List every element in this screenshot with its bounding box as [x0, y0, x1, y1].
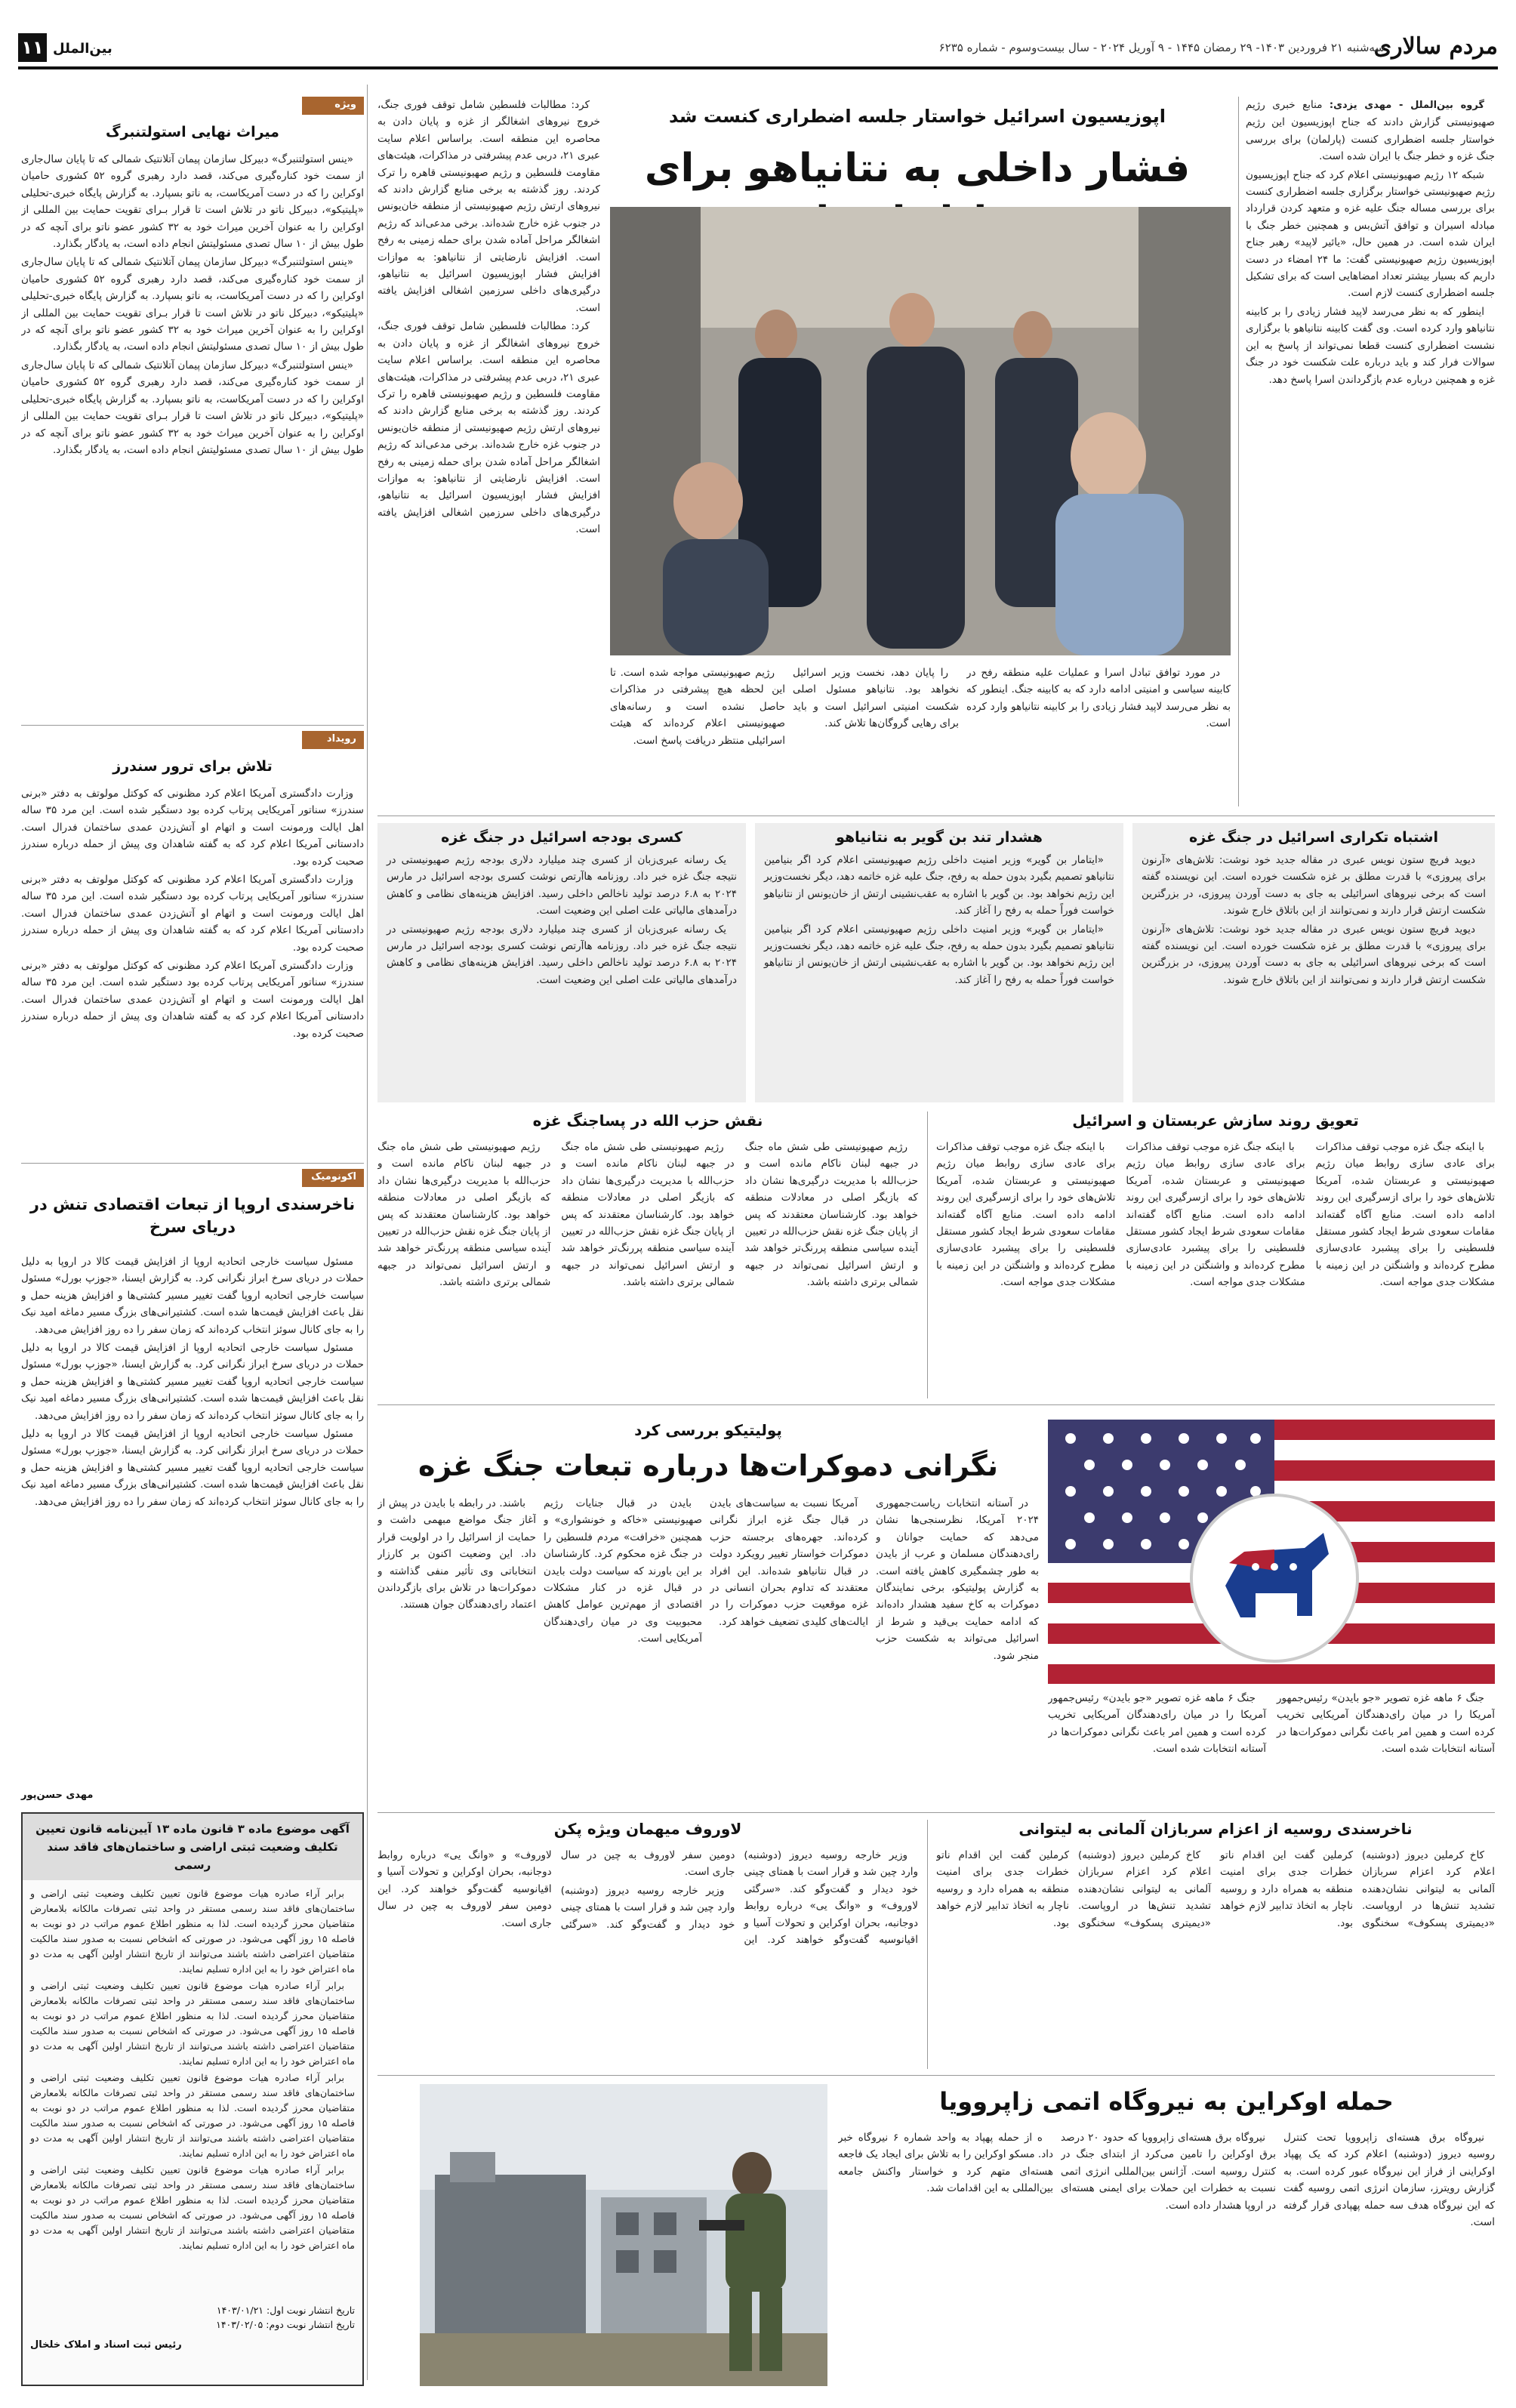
paragraph: «ایتامار بن گویر» وزیر امنیت داخلی رژیم صهیونیستی اعلام کرد اگر بنیامین نتانیاهو تصمیم بگیرد بدون حمله به رفح، جنگ علیه غزه خاتمه دهد، دیگر نخست‌وزیر این رژیم نخواهد بود. بن گویر با اشاره به عقب‌نشینی ارتش از خان‌یونس از نتانیاهو خواست فوراً حمله به رفح را آغاز کند. — [764, 854, 1114, 917]
paragraph: برابر آراء صادره هیات موضوع قانون تعیین تکلیف وضعیت ثبتی اراضی و ساختمان‌های فاقد سند رسمی مستقر در واحد ثبتی تصرفات مالکانه بلامعارض متقاضیان محرز گردیده است. لذا به منظور اطلاع عموم مراتب در دو نوبت به فاصله ۱۵ روز آگهی می‌شود. در صورتی که اشخاص نسبت به صدور سند مالکیت متقاضیان اعتراضی داشته باشند می‌توانند از تاریخ انتشار اولین آگهی به مدت دو ماه اعتراض خود را به این اداره تسلیم نمایند. — [30, 2164, 355, 2251]
paragraph: کرد: مطالبات فلسطین شامل توقف فوری جنگ، خروج نیروهای اشغالگر از غزه و پایان دادن به محاصره این منطقه است. براساس اعلام سایت عبری ۲۱، دربی عدم پیشرفتی در مذاکرات، هیئت‌های مقاومت فلسطین و رژیم صهیونیستی قاهره را ترک کردند. روز گذشته به برخی منابع گزارش دادند که نیروهای ارتش رژیم صهیونیستی از منطقه خان‌یونس در جنوب غزه خارج شده‌اند. برخی مدعی‌اند که رژیم اشغالگر مراحل آماده شدن برای حمله زمینی به رفح است. افزایش نارضایتی از نتانیاهو: به موازات افزایش فشار اپوزیسیون اسرائیل به نتانیاهو، درگیری‌های داخلی سرزمین اشغالی افزایش یافته است. — [377, 320, 600, 536]
paragraph: وزارت دادگستری آمریکا اعلام کرد مظنونی که کوکتل مولوتف به دفتر «برنی سندرز» سناتور آمریکایی پرتاب کرده بود دستگیر شده است. این مرد ۳۵ ساله اهل ایالت ورمونت است و اتهام او آتش‌زدن عمدی ساختمان فدرال است. دادستانی آمریکا اعلام کرد که به گفته شاهدان وی پیش از حمله درباره سندرز صحبت کرده بود. — [21, 788, 364, 868]
page-number: ۱۱ — [18, 33, 47, 62]
paper-name: مردم سالاری — [1373, 33, 1498, 60]
lead-bottom-column — [793, 664, 959, 806]
paragraph: رژیم صهیونیستی طی شش ماه جنگ در جبهه لبنان ناکام مانده است و حزب‌الله با مدیریت درگیری‌ها نشان داد که بازیگر اصلی در معادلات منطقه خواهد بود. کارشناسان معتقدند که پس از پایان جنگ غزه نقش حزب‌الله در تعیین آینده سیاسی منطقه پررنگ‌تر خواهد شد و ارتش اسرائیل نمی‌تواند در جبهه شمالی برتری داشته باشد. — [744, 1141, 918, 1289]
lead-right-column — [1246, 97, 1495, 806]
photo-caption — [1048, 1690, 1495, 1803]
story-column — [710, 1495, 868, 1797]
box-headline: اشتباه تکراری اسرائیل در جنگ غزه — [1189, 829, 1438, 846]
notice-body — [23, 1880, 362, 2303]
divider — [377, 1812, 1495, 1813]
side-article-body — [21, 1253, 364, 1782]
paragraph: با اینکه جنگ غزه موجب توقف مذاکرات برای عادی سازی روابط میان رژیم صهیونیستی و عربستان شده، آمریکا تلاش‌های خود را برای ازسرگیری این روند ادامه داده است. منابع آگاه گفته‌اند مقامات سعودی شرط ایجاد کشور مستقل فلسطینی را برای پیشبرد عادی‌سازی مطرح کرده‌اند و واشنگتن در این زمینه با مشکلات جدی مواجه است. — [1315, 1141, 1495, 1289]
paragraph: کرد: مطالبات فلسطین شامل توقف فوری جنگ، خروج نیروهای اشغالگر از غزه و پایان دادن به محاصره این منطقه است. براساس اعلام سایت عبری ۲۱، دربی عدم پیشرفتی در مذاکرات، هیئت‌های مقاومت فلسطین و رژیم صهیونیستی قاهره را ترک کردند. روز گذشته به برخی منابع گزارش دادند که نیروهای ارتش رژیم صهیونیستی از منطقه خان‌یونس در جنوب غزه خارج شده‌اند. برخی مدعی‌اند که رژیم اشغالگر مراحل آماده شدن برای حمله زمینی به رفح است. افزایش نارضایتی از نتانیاهو: به موازات افزایش فشار اپوزیسیون اسرائیل به نتانیاهو، درگیری‌های داخلی سرزمین اشغالی افزایش یافته است. — [377, 99, 600, 314]
date-line: سه‌شنبه ۲۱ فروردین ۱۴۰۳- ۲۹ رمضان ۱۴۴۵ - ۹ آوریل ۲۰۲۴ - سال بیست‌وسوم - شماره ۶۲۳۵ — [938, 41, 1385, 54]
lead-kicker: اپوزیسیون اسرائیل خواستار جلسه اضطراری کنست شد — [669, 106, 1166, 127]
paragraph: شبکه ۱۲ رژیم صهیونیستی اعلام کرد که جناح اپوزیسیون رژیم صهیونیستی خواستار برگزاری جلسه اضطراری کنست برای بررسی مساله جنگ علیه غزه و متعهد کردن قرارداد مبادله اسیران و توافق آتش‌بس و همچنین خطر جنگ با ایران شده است. در همین حال، «یائیر لاپید» رهبر جناح اپوزیسیون رژیم صهیونیستی گفت: ما ۲۴ امضاء در دست داریم که بسیار بیشتر تعداد امضاهایی است که برای تشکیل جلسه اضطراری کنست لازم است. — [1246, 168, 1495, 300]
news-box — [377, 823, 746, 1102]
paragraph: وزیر خارجه روسیه دیروز (دوشنبه) وارد چین شد و قرار است با همتای چینی خود دیدار و گفت‌وگو کند. «سرگئی لاوروف» و «وانگ یی» درباره روابط دوجانبه، بحران اوکراین و تحولات آسیا و اقیانوسیه گفت‌وگو خواهند کرد. این دومین سفر لاوروف به چین در سال جاری است. — [560, 1849, 918, 1947]
paragraph: آمریکا نسبت به سیاست‌های بایدن در قبال جنگ غزه ابراز نگرانی کرده‌اند. جهره‌های برجسته حزب دموکرات خواستار تغییر رویکرد دولت در قبال نتانیاهو شده‌اند. این افراد معتقدند که تداوم بحران انسانی در غزه موقعیت حزب دموکرات را در ایالت‌های کلیدی تضعیف خواهد کرد. — [710, 1497, 868, 1628]
lead-left-column — [377, 97, 600, 806]
story-kicker: پولیتیکو بررسی کرد — [634, 1421, 782, 1439]
story-body — [936, 1847, 1495, 2066]
paragraph: نیروگاه برق هسته‌ای زاپروویا تحت کنترل روسیه دیروز (دوشنبه) اعلام کرد که یک پهپاد اوکراینی از فراز این نیروگاه عبور کرده است. به گزارش رویترز، سازمان انرژی اتمی روسیه گفت که این نیروگاه هدف سه حمله پهپادی قرار گرفته است. — [1283, 2132, 1495, 2229]
photo-people-walking — [610, 207, 1231, 655]
paragraph: وزارت دادگستری آمریکا اعلام کرد مظنونی که کوکتل مولوتف به دفتر «برنی سندرز» سناتور آمریکایی پرتاب کرده بود دستگیر شده است. این مرد ۳۵ ساله اهل ایالت ورمونت است و اتهام او آتش‌زدن عمدی ساختمان فدرال است. دادستانی آمریکا اعلام کرد که به گفته شاهدان وی پیش از حمله درباره سندرز صحبت کرده بود. — [21, 960, 364, 1040]
paragraph: منابع خبری رژیم صهیونیستی گزارش دادند که جناح اپوزیسیون این رژیم خواستار جلسه اضطراری کنست (پارلمان) برای بررسی جنگ غزه و خطر جنگ با ایران شده است. — [1246, 99, 1495, 163]
divider — [21, 1163, 364, 1164]
box-body — [377, 852, 746, 1086]
divider — [21, 725, 364, 726]
author-name: مهدی حسن‌پور — [21, 1790, 94, 1801]
column-divider — [1238, 97, 1239, 806]
paragraph: یک رسانه عبری‌زبان از کسری چند میلیارد دلاری بودجه رژیم صهیونیستی در نتیجه جنگ غزه خبر داد. روزنامه هاآرتص نوشت کسری بودجه اسرائیل در مارس ۲۰۲۴ به ۶.۸ درصد تولید ناخالص داخلی رسید. افزایش هزینه‌های نظامی و کاهش درآمدهای مالیاتی علت اصلی این وضعیت است. — [387, 854, 738, 917]
paragraph: وزارت دادگستری آمریکا اعلام کرد مظنونی که کوکتل مولوتف به دفتر «برنی سندرز» سناتور آمریکایی پرتاب کرده بود دستگیر شده است. این مرد ۳۵ ساله اهل ایالت ورمونت است و اتهام او آتش‌زدن عمدی ساختمان فدرال است. دادستانی آمریکا اعلام کرد که به گفته شاهدان وی پیش از حمله درباره سندرز صحبت کرده بود. — [21, 874, 364, 954]
paragraph: کاخ کرملین دیروز (دوشنبه) اعلام کرد اعزام سربازان آلمانی به لیتوانی نشان‌دهنده تشدید تنش‌ها در اروپاست. «دیمیتری پسکوف» سخنگوی کرملین گفت این اقدام ناتو خطرات جدی برای امنیت منطقه به همراه دارد و روسیه ناچار به اتخاذ تدابیر لازم خواهد بود. — [936, 1849, 1211, 1929]
nuclear-plant-photo — [420, 2084, 827, 2386]
column-divider — [927, 1820, 928, 2069]
story-headline: حمله اوکراین به نیروگاه اتمی زاپروویا — [939, 2087, 1394, 2116]
story-headline: ناخرسندی روسیه از اعزام سربازان آلمانی به لیتوانی — [1018, 1820, 1413, 1838]
paragraph: «ایتامار بن گویر» وزیر امنیت داخلی رژیم صهیونیستی اعلام کرد اگر بنیامین نتانیاهو تصمیم بگیرد بدون حمله به رفح، جنگ علیه غزه خاتمه دهد، دیگر نخست‌وزیر این رژیم نخواهد بود. بن گویر با اشاره به عقب‌نشینی ارتش از خان‌یونس از نتانیاهو خواست فوراً حمله به رفح را آغاز کند. — [764, 923, 1114, 986]
soldier-near-power-plant-image — [420, 2084, 827, 2386]
kicker-label: ویژه — [302, 97, 364, 115]
kicker-label: اکونومیک — [302, 1169, 364, 1187]
side-headline: ناخرسندی اروپا از تبعات اقتصادی تنش در دریای سرخ — [29, 1195, 356, 1236]
notice-signature: رئیس ثبت اسناد و املاک خلخال — [30, 2339, 182, 2351]
notice-title: آگهی موضوع ماده ۳ قانون ماده ۱۳ آیین‌نامه قانون تعیین تکلیف وضعیت ثبتی اراضی و ساختمان‌های فاقد سند رسمی — [23, 1814, 362, 1880]
story-column — [1061, 2129, 1276, 2386]
notice-date-2: تاریخ انتشار نوبت دوم: ۱۴۰۳/۰۲/۰۵ — [216, 2319, 355, 2330]
legal-notice — [21, 1812, 364, 2386]
column-divider — [367, 85, 368, 2380]
paragraph: دیوید فریچ ستون نویس عبری در مقاله جدید خود نوشت: تلاش‌های «آرنون برای پیروزی» با قدرت مطلق بر غزه شکست خورده است. این نویسنده گفته است که برخی نیروهای اسرائیلی به جای به دست آوردن پیروزی، در بزرگترین شکست ارتش قرار دارند و نمی‌توانند از این باتلاق خارج شوند. — [1142, 923, 1486, 986]
story-body — [377, 1139, 918, 1395]
paragraph: ه از حمله پهپاد به واحد شماره ۶ نیروگاه خبر داد. مسکو اوکراین را به تلاش برای ایجاد یک فاجعه هسته‌ای متهم کرد و خواستار واکنش جامعه بین‌المللی به این اقدامات شد. — [838, 2132, 1053, 2195]
paragraph: وزیر خارجه روسیه دیروز (دوشنبه) وارد چین شد و قرار است با همتای چینی خود دیدار و گفت‌وگو کند. «سرگئی لاوروف» و «وانگ یی» درباره روابط دوجانبه، بحران اوکراین و تحولات آسیا و اقیانوسیه گفت‌وگو خواهند کرد. این دومین سفر لاوروف به چین در سال جاری است. — [377, 1849, 735, 1931]
paragraph: با اینکه جنگ غزه موجب توقف مذاکرات برای عادی سازی روابط میان رژیم صهیونیستی و عربستان شده، آمریکا تلاش‌های خود را برای ازسرگیری این روند ادامه داده است. منابع آگاه گفته‌اند مقامات سعودی شرط ایجاد کشور مستقل فلسطینی را برای پیشبرد عادی‌سازی مطرح کرده‌اند و واشنگتن در این زمینه با مشکلات جدی مواجه است. — [1126, 1141, 1305, 1289]
paragraph: کاخ کرملین دیروز (دوشنبه) اعلام کرد اعزام سربازان آلمانی به لیتوانی نشان‌دهنده تشدید تنش‌ها در اروپاست. «دیمیتری پسکوف» سخنگوی کرملین گفت این اقدام ناتو خطرات جدی برای امنیت منطقه به همراه دارد و روسیه ناچار به اتخاذ تدابیر لازم خواهد بود. — [1220, 1849, 1495, 1929]
story-column — [544, 1495, 702, 1797]
paragraph: مسئول سیاست خارجی اتحادیه اروپا از افزایش قیمت کالا در اروپا به دلیل حملات در دریای سرخ ابراز نگرانی کرد. به گزارش ایسنا، «جوزپ بورل» مسئول سیاست خارجی اتحادیه اروپا گفت تغییر مسیر کشتی‌ها و افزایش هزینه حمل و نقل باعث افزایش قیمت‌ها شده است. کشتیرانی‌های بزرگ مسیر دماغه امید نیک را به جای کانال سوئز انتخاب کرده‌اند که زمان سفر را ده روز افزایش می‌دهد. — [21, 1342, 364, 1422]
lead-headline: فشار داخلی به نتانیاهو برای — [644, 146, 1191, 191]
paragraph: مسئول سیاست خارجی اتحادیه اروپا از افزایش قیمت کالا در اروپا به دلیل حملات در دریای سرخ ابراز نگرانی کرد. به گزارش ایسنا، «جوزپ بورل» مسئول سیاست خارجی اتحادیه اروپا گفت تغییر مسیر کشتی‌ها و افزایش هزینه حمل و نقل باعث افزایش قیمت‌ها شده است. کشتیرانی‌های بزرگ مسیر دماغه امید نیک را به جای کانال سوئز انتخاب کرده‌اند که زمان سفر را ده روز افزایش می‌دهد. — [21, 1256, 364, 1336]
paragraph: دیوید فریچ ستون نویس عبری در مقاله جدید خود نوشت: تلاش‌های «آرنون برای پیروزی» با قدرت مطلق بر غزه شکست خورده است. این نویسنده گفته است که برخی نیروهای اسرائیلی به جای به دست آوردن پیروزی، در بزرگترین شکست ارتش قرار دارند و نمی‌توانند از این باتلاق خارج شوند. — [1142, 854, 1486, 917]
story-headline: نگرانی دموکرات‌ها درباره تبعات جنگ غزه — [418, 1449, 999, 1482]
paragraph: رژیم صهیونیستی طی شش ماه جنگ در جبهه لبنان ناکام مانده است و حزب‌الله با مدیریت درگیری‌ها نشان داد که بازیگر اصلی در معادلات منطقه خواهد بود. کارشناسان معتقدند که پس از پایان جنگ غزه نقش حزب‌الله در تعیین آینده سیاسی منطقه پررنگ‌تر خواهد شد و ارتش اسرائیل نمی‌تواند در جبهه شمالی برتری داشته باشد. — [561, 1141, 735, 1289]
box-body — [1132, 852, 1495, 1086]
notice-date-1: تاریخ انتشار نوبت اول: ۱۴۰۳/۰۱/۲۱ — [216, 2305, 355, 2316]
story-column — [377, 1495, 536, 1797]
story-body — [936, 1139, 1495, 1395]
box-headline: کسری بودجه اسرائیل در جنگ غزه — [441, 829, 683, 846]
paragraph: اینطور که به نظر می‌رسد لاپید فشار زیادی را بر کابینه نتانیاهو وارد کرده است. وی گفت کابینه نتانیاهو با برگزاری نشست اضطراری کنست قطعا نمی‌تواند از پاسخ به این سوالات فرار کند و باید درباره علت شکست خود در جنگ غزه و همچنین درباره عدم بازگرداندن اسرا پاسخ دهد. — [1246, 305, 1495, 386]
kicker-label: رویداد — [302, 731, 364, 749]
story-body — [377, 1847, 918, 2066]
news-box — [755, 823, 1123, 1102]
side-headline: تلاش برای ترور سندرز — [112, 758, 273, 775]
story-headline: نقش حزب الله در پساجنگ غزه — [532, 1112, 763, 1130]
story-headline: تعویق روند سازش عربستان و اسرائیل — [1072, 1112, 1359, 1130]
paragraph: رژیم صهیونیستی طی شش ماه جنگ در جبهه لبنان ناکام مانده است و حزب‌الله با مدیریت درگیری‌ها نشان داد که بازیگر اصلی در معادلات منطقه خواهد بود. کارشناسان معتقدند که پس از پایان جنگ غزه نقش حزب‌الله در تعیین آینده سیاسی منطقه پررنگ‌تر خواهد شد و ارتش اسرائیل نمی‌تواند در جبهه شمالی برتری داشته باشد. — [377, 1141, 551, 1289]
paragraph: مسئول سیاست خارجی اتحادیه اروپا از افزایش قیمت کالا در اروپا به دلیل حملات در دریای سرخ ابراز نگرانی کرد. به گزارش ایسنا، «جوزپ بورل» مسئول سیاست خارجی اتحادیه اروپا گفت تغییر مسیر کشتی‌ها و افزایش هزینه حمل و نقل باعث افزایش قیمت‌ها شده است. کشتیرانی‌های بزرگ مسیر دماغه امید نیک را به جای کانال سوئز انتخاب کرده‌اند که زمان سفر را ده روز افزایش می‌دهد. — [21, 1428, 364, 1508]
paragraph: بایدن در قبال جنایات رژیم صهیونیستی «خاکه و خونشواری» و همچنین «خرافت» مردم فلسطین را در جنگ غزه محکوم کرد. کارشناسان بر این باورند که سیاست دولت بایدن در قبال غزه در کنار مشکلات اقتصادی از مهم‌ترین عوامل کاهش محبوبیت وی در میان رای‌دهندگان آمریکایی است. — [544, 1497, 702, 1645]
side-headline: میراث نهایی استولتنبرگ — [106, 124, 279, 140]
story-column — [1283, 2129, 1495, 2386]
column-divider — [927, 1112, 928, 1398]
paragraph: رژیم صهیونیستی مواجه شده است. تا این لحظه هیچ پیشرفتی در مذاکرات حاصل نشده است و رسانه‌های صهیونیستی اعلام کرده‌اند که هیئت اسرائیلی منتظر دریافت پاسخ است. — [610, 667, 785, 747]
caption-text: جنگ ۶ ماهه غزه تصویر «جو بایدن» رئیس‌جمهور آمریکا را در میان رای‌دهندگان آمریکایی تخریب کرده است و همین امر باعث نگرانی دموکرات‌ها در آستانه انتخابات شده است. — [1048, 1692, 1266, 1756]
box-headline: هشدار تند بن گویر به نتانیاهو — [836, 829, 1043, 846]
paragraph: برابر آراء صادره هیات موضوع قانون تعیین تکلیف وضعیت ثبتی اراضی و ساختمان‌های فاقد سند رسمی مستقر در واحد ثبتی تصرفات مالکانه بلامعارض متقاضیان محرز گردیده است. لذا به منظور اطلاع عموم مراتب در دو نوبت به فاصله ۱۵ روز آگهی می‌شود. در صورتی که اشخاص نسبت به صدور سند مالکیت متقاضیان اعتراضی داشته باشند می‌توانند از تاریخ انتشار اولین آگهی به مدت دو ماه اعتراض خود را به این اداره تسلیم نمایند. — [30, 2072, 355, 2159]
side-article-body — [21, 151, 364, 717]
paragraph: در آستانه انتخابات ریاست‌جمهوری ۲۰۲۴ آمریکا، نظرسنجی‌ها نشان می‌دهد که حمایت جوانان و رای‌دهندگان مسلمان و عرب از بایدن به طور چشمگیری کاهش یافته است. به گزارش پولیتیکو، برخی نمایندگان دموکرات به کاخ سفید هشدار داده‌اند که ادامه حمایت بی‌قید و شرط از اسرائیل می‌تواند به شکست حزب منجر شود. — [876, 1497, 1039, 1662]
us-flag-democrat-donkey-image — [1048, 1420, 1495, 1684]
paragraph: یک رسانه عبری‌زبان از کسری چند میلیارد دلاری بودجه رژیم صهیونیستی در نتیجه جنگ غزه خبر داد. روزنامه هاآرتص نوشت کسری بودجه اسرائیل در مارس ۲۰۲۴ به ۶.۸ درصد تولید ناخالص داخلی رسید. افزایش هزینه‌های نظامی و کاهش درآمدهای مالیاتی علت اصلی این وضعیت است. — [387, 923, 738, 986]
story-headline: لاوروف میهمان ویژه پکن — [553, 1820, 742, 1838]
paragraph: نیروگاه برق هسته‌ای زاپروویا که حدود ۲۰ درصد برق اوکراین را تامین می‌کرد از ابتدای جنگ در کنترل روسیه است. آژانس بین‌المللی انرژی اتمی نسبت به خطرات این حملات برای ایمنی هسته‌ای در اروپا هشدار داده است. — [1061, 2132, 1276, 2212]
paragraph: برابر آراء صادره هیات موضوع قانون تعیین تکلیف وضعیت ثبتی اراضی و ساختمان‌های فاقد سند رسمی مستقر در واحد ثبتی تصرفات مالکانه بلامعارض متقاضیان محرز گردیده است. لذا به منظور اطلاع عموم مراتب در دو نوبت به فاصله ۱۵ روز آگهی می‌شود. در صورتی که اشخاص نسبت به صدور سند مالکیت متقاضیان اعتراضی داشته باشند می‌توانند از تاریخ انتشار اولین آگهی به مدت دو ماه اعتراض خود را به این اداره تسلیم نمایند. — [30, 1980, 355, 2067]
news-box — [1132, 823, 1495, 1102]
story-column — [876, 1495, 1039, 1797]
side-article-body — [21, 785, 364, 1155]
box-body — [755, 852, 1123, 1086]
paragraph: «ینس استولتنبرگ» دبیرکل سازمان پیمان آتلانتیک شمالی که تا پایان سال‌جاری از سمت خود کناره‌گیری می‌کند، قصد دارد رهبری گروه ۵۲ کشوری حامیان اوکراین را که در دست آمریکاست، به ناتو بسپارد. به گزارش پایگاه خبری-تحلیلی «پلیتیکو»، دبیرکل ناتو در تلاش است تا قرار بـرای تقویت حمایت بین المللی از اوکراین را به عنوان آخرین میراث خود به ۳۲ کشور عضو ناتو برای آنچه که در طول بیش از ۱۰ سال تصدی مسئولیتش انجام داده است، به یادگار بگذارد. — [21, 256, 364, 353]
story-column — [838, 2129, 1053, 2386]
divider — [377, 1404, 1495, 1405]
lead-bottom-column — [610, 664, 785, 806]
section-name: بین‌الملل — [53, 41, 112, 57]
caption-text: جنگ ۶ ماهه غزه تصویر «جو بایدن» رئیس‌جمهور آمریکا را در میان رای‌دهندگان آمریکایی تخریب کرده است و همین امر باعث نگرانی دموکرات‌ها در آستانه انتخابات شده است. — [1277, 1692, 1495, 1756]
masthead — [18, 30, 1498, 69]
lead-bottom-column — [966, 664, 1231, 806]
byline: گروه بین‌الملل - مهدی یزدی: — [1329, 100, 1484, 111]
paragraph: «ینس استولتنبرگ» دبیرکل سازمان پیمان آتلانتیک شمالی که تا پایان سال‌جاری از سمت خود کناره‌گیری می‌کند، قصد دارد رهبری گروه ۵۲ کشوری حامیان اوکراین را که در دست آمریکاست، به ناتو بسپارد. به گزارش پایگاه خبری-تحلیلی «پلیتیکو»، دبیرکل ناتو در تلاش است تا قرار بـرای تقویت حمایت بین المللی از اوکراین را به عنوان آخرین میراث خود به ۳۲ کشور عضو ناتو برای آنچه که در طول بیش از ۱۰ سال تصدی مسئولیتش انجام داده است، به یادگار بگذارد. — [21, 153, 364, 251]
paragraph: «ینس استولتنبرگ» دبیرکل سازمان پیمان آتلانتیک شمالی که تا پایان سال‌جاری از سمت خود کناره‌گیری می‌کند، قصد دارد رهبری گروه ۵۲ کشوری حامیان اوکراین را که در دست آمریکاست، به ناتو بسپارد. به گزارش پایگاه خبری-تحلیلی «پلیتیکو»، دبیرکل ناتو در تلاش است تا قرار بـرای تقویت حمایت بین المللی از اوکراین را به عنوان آخرین میراث خود به ۳۲ کشور عضو ناتو برای آنچه که در طول بیش از ۱۰ سال تصدی مسئولیتش انجام داده است، به یادگار بگذارد. — [21, 359, 364, 456]
paragraph: در مورد توافق تبادل اسرا و عملیات علیه منطقه رفح در کابینه سیاسی و امنیتی ادامه دارد که به کابینه جنگ. اینطور که به نظر می‌رسد لاپید فشار زیادی را بر کابینه نتانیاهو وارد کرده است. — [966, 667, 1231, 730]
divider — [377, 2075, 1495, 2076]
paragraph: برابر آراء صادره هیات موضوع قانون تعیین تکلیف وضعیت ثبتی اراضی و ساختمان‌های فاقد سند رسمی مستقر در واحد ثبتی تصرفات مالکانه بلامعارض متقاضیان محرز گردیده است. لذا به منظور اطلاع عموم مراتب در دو نوبت به فاصله ۱۵ روز آگهی می‌شود. در صورتی که اشخاص نسبت به صدور سند مالکیت متقاضیان اعتراضی داشته باشند می‌توانند از تاریخ انتشار اولین آگهی به مدت دو ماه اعتراض خود را به این اداره تسلیم نمایند. — [30, 1888, 355, 1975]
paragraph: با اینکه جنگ غزه موجب توقف مذاکرات برای عادی سازی روابط میان رژیم صهیونیستی و عربستان شده، آمریکا تلاش‌های خود را برای ازسرگیری این روند ادامه داده است. منابع آگاه گفته‌اند مقامات سعودی شرط ایجاد کشور مستقل فلسطینی را برای پیشبرد عادی‌سازی مطرح کرده‌اند و واشنگتن در این زمینه با مشکلات جدی مواجه است. — [936, 1141, 1116, 1289]
flag-photo — [1048, 1420, 1495, 1684]
lead-photo — [610, 207, 1231, 655]
paragraph: را پایان دهد، نخست وزیر اسرائیل نخواهد بود. نتانیاهو مسئول اصلی شکست امنیتی اسرائیل است و باید برای رهایی گروگان‌ها تلاش کند. — [793, 667, 959, 730]
paragraph: باشند. در رابطه با بایدن در پیش از آغاز جنگ مواضع مبهمی داشت و حمایت از اسرائیل را در اولویت قرار داد. این وضعیت اکنون بر کارزار انتخاباتی وی تأثیر منفی گذاشته و دموکرات‌ها در تلاش برای بازگرداندن اعتماد رای‌دهندگان جوان هستند. — [377, 1497, 536, 1611]
